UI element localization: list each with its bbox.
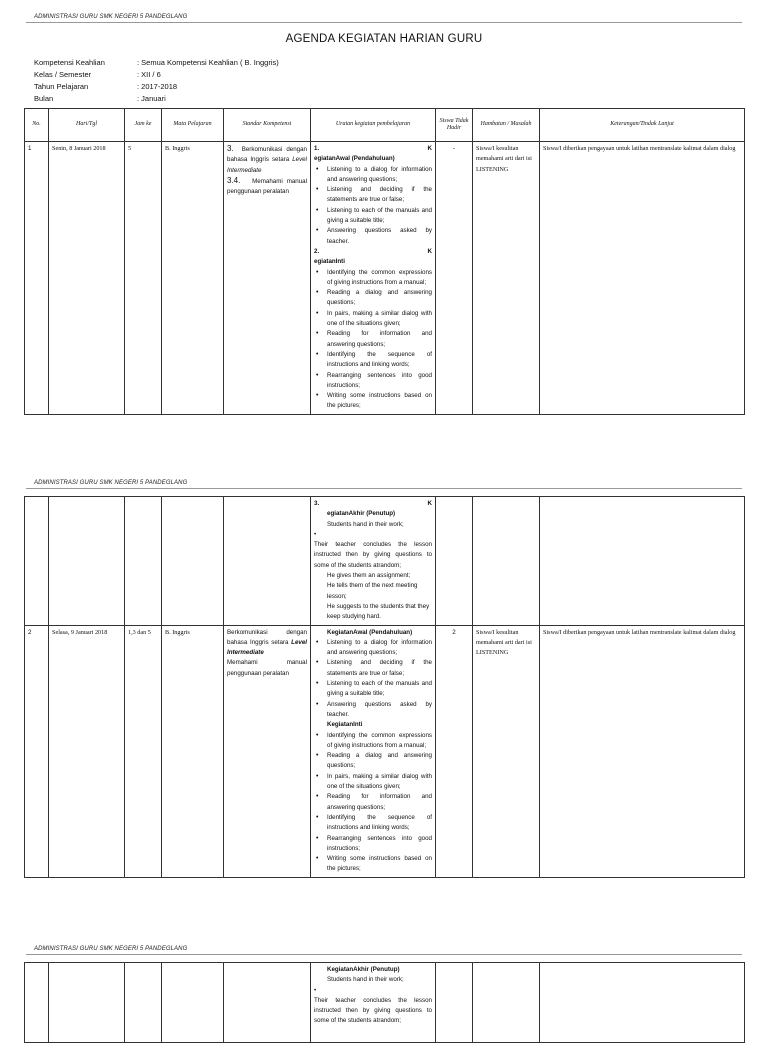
meta-row: Bulan : Januari: [34, 94, 166, 104]
cell-ket: Siswa/I diberikan pengayaan untuk latihan mentranslate kalimat dalam dialog: [540, 142, 745, 415]
col-sk: Standar Kompetensi: [224, 109, 311, 142]
col-jam: Jam ke: [125, 109, 162, 142]
cell-hambatan: Siswa/I kesulitan memahami arti dari isi LISTENING: [473, 142, 540, 415]
cell-hari: Senin, 8 Januari 2018: [49, 142, 125, 415]
cell-ket: Siswa/I diberikan pengayaan untuk latihan mentranslate kalimat dalam dialog: [540, 625, 745, 877]
list-item: • Identifying the common expressions of giving instructions from a manual;: [314, 731, 432, 752]
cell-jam: 1,3 dan 5: [125, 625, 162, 877]
cell-uraian: 1. K egiatanAwal (Pendahuluan) • Listening to a dialog for information and answering questions; • Listening and deciding if the statements are true or false; • Listening to each of the manuals and giving a suitable title; • Answering questions asked by teacher. 2. K egiatanInti • Identifying the common expressions of giving instructions from a manual; • Reading a dialog and answering questions; • In pairs, making a similar dialog with one of the situations given; • Reading for information and answering questions; • Identifying the sequence of instructions and linking words; • Rearranging sentences into good instructions; • Writing some instructions based on the pictures;: [311, 142, 436, 415]
list-item: • Reading a dialog and answering questions;: [314, 751, 432, 772]
list-item: • In pairs, making a similar dialog with one of the situations given;: [314, 772, 432, 793]
list-item: • Rearranging sentences into good instructions;: [314, 834, 432, 855]
meta-row: Kompetensi Keahlian : Semua Kompetensi Keahlian ( B. Inggris): [34, 58, 279, 67]
cell-uraian: KegiatanAwal (Pendahuluan) • Listening to a dialog for information and answering questions; • Listening and deciding if the statements are true or false; • Listening to each of the manuals and giving a suitable title; • Answering questions asked by teacher. KegiatanInti • Identifying the common expressions of giving instructions from a manual; • Reading a dialog and answering questions; • In pairs, making a similar dialog with one of the situations given; • Reading for information and answering questions; • Identifying the sequence of instructions and linking words; • Rearranging sentences into good instructions; • Writing some instructions based on the pictures;: [311, 625, 436, 877]
page-header: ADMINISTRASI GURU SMK NEGERI 5 PANDEGLANG: [34, 480, 188, 486]
list-item: • Listening to a dialog for information and answering questions;: [314, 165, 432, 186]
table-row: [25, 963, 745, 1043]
cell-jam: 5: [125, 142, 162, 415]
cell-absen: 2: [436, 625, 473, 877]
col-hambatan: Hambatan / Masalah: [473, 109, 540, 142]
cell-absen: -: [436, 142, 473, 415]
meta-block: [34, 57, 279, 105]
cell-hambatan: Siswa/I kesulitan memahami arti dari isi LISTENING: [473, 625, 540, 877]
meta-row: Tahun Pelajaran : 2017-2018: [34, 82, 178, 92]
list-item: • Writing some instructions based on the pictures;: [314, 391, 432, 412]
list-item: • Listening and deciding if the statements are true or false;: [314, 658, 432, 679]
page-title: AGENDA KEGIATAN HARIAN GURU: [285, 33, 483, 45]
list-item: • Listening to a dialog for information and answering questions;: [314, 638, 432, 659]
header-rule: [26, 954, 742, 955]
cell-no: 2: [25, 625, 49, 877]
list-item: • Reading a dialog and answering questions;: [314, 288, 432, 309]
list-item: • Listening to each of the manuals and giving a suitable title;: [314, 206, 432, 227]
col-mapel: Mata Pelajaran: [162, 109, 224, 142]
agenda-table-page2: [24, 496, 745, 878]
table-row: [25, 142, 745, 415]
cell-mapel: B. Inggris: [162, 142, 224, 415]
col-no: No.: [25, 109, 49, 142]
list-item: • Reading for information and answering questions;: [314, 329, 432, 350]
list-item: • Identifying the common expressions of giving instructions from a manual;: [314, 268, 432, 289]
list-item: • Answering questions asked by teacher.: [314, 226, 432, 247]
table-row: [25, 497, 745, 626]
agenda-table-page1: [24, 108, 745, 415]
page-header: ADMINISTRASI GURU SMK NEGERI 5 PANDEGLANG: [34, 14, 188, 20]
cell-mapel: B. Inggris: [162, 625, 224, 877]
col-ket: Keterangan/Tindak Lanjut: [540, 109, 745, 142]
header-rule: [26, 488, 742, 489]
cell-uraian: 3. K egiatanAkhir (Penutup) Students hand in their work; • Their teacher concludes the lesson instructed then by giving questions to some of the students atrandom; He gives them an assignment; He tells them of the next meeting lesson; He suggests to the students that they keep studying hard.: [311, 497, 436, 626]
list-item: • Listening to each of the manuals and giving a suitable title;: [314, 679, 432, 700]
col-hari: Hari/Tgl: [49, 109, 125, 142]
meta-row: Kelas / Semester : XII / 6: [34, 70, 161, 80]
cell-no: 1: [25, 142, 49, 415]
list-item: • Listening and deciding if the statements are true or false;: [314, 185, 432, 206]
header-rule: [26, 22, 742, 23]
list-item: • Identifying the sequence of instructions and linking words;: [314, 813, 432, 834]
list-item: • Writing some instructions based on the pictures;: [314, 854, 432, 875]
table-row: [25, 625, 745, 877]
list-item: • In pairs, making a similar dialog with one of the situations given;: [314, 309, 432, 330]
col-absen: Siswa Tidak Hadir: [436, 109, 473, 142]
list-item: • Reading for information and answering questions;: [314, 792, 432, 813]
list-item: • Answering questions asked by teacher.: [314, 700, 432, 721]
cell-sk: Berkomunikasi dengan bahasa Inggris setara Level Intermediate Memahami manual penggunaan peralatan: [224, 625, 311, 877]
agenda-table-page3: [24, 962, 745, 1043]
list-item: • Rearranging sentences into good instructions;: [314, 371, 432, 392]
cell-uraian: KegiatanAkhir (Penutup) Students hand in their work; • Their teacher concludes the lesson instructed then by giving questions to some of the students atrandom;: [311, 963, 436, 1043]
list-item: • Identifying the sequence of instructions and linking words;: [314, 350, 432, 371]
col-uraian: Uraian kegiatan pembelajaran: [311, 109, 436, 142]
cell-sk: 3. Berkomunikasi dengan bahasa Inggris setara Level Intermediate 3.4. Memahami manual penggunaan peralatan: [224, 142, 311, 415]
page-header: ADMINISTRASI GURU SMK NEGERI 5 PANDEGLANG: [34, 946, 188, 952]
cell-hari: Selasa, 9 Januari 2018: [49, 625, 125, 877]
